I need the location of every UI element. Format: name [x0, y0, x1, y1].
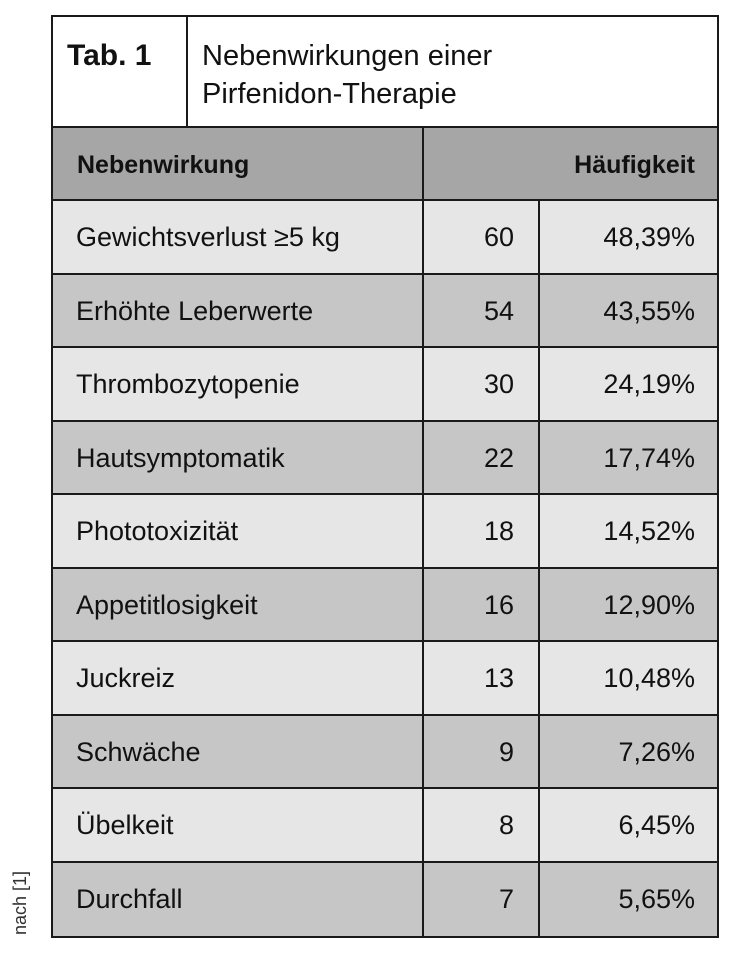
table-title-row: [53, 17, 717, 128]
cell-percent: 24,19%: [603, 369, 695, 399]
cell-side-effect: Appetitlosigkeit: [53, 569, 424, 641]
table-header-row: [53, 128, 717, 201]
cell-count: 16: [424, 569, 540, 641]
table-row: [53, 275, 717, 349]
column-header-side-effect: Nebenwirkung: [53, 128, 424, 199]
cell-percent: 6,45%: [618, 810, 695, 840]
cell-percent: 10,48%: [603, 663, 695, 693]
cell-side-effect: Gewichtsverlust ≥5 kg: [53, 201, 424, 273]
cell-side-effect: Durchfall: [53, 863, 424, 937]
source-note: nach [1]: [10, 870, 30, 935]
table-row: [53, 642, 717, 716]
table-label: Tab. 1: [53, 17, 188, 126]
table-row: [53, 495, 717, 569]
cell-count: 13: [424, 642, 540, 714]
table-title-line-1: Nebenwirkungen einer: [202, 40, 493, 72]
table-row: [53, 569, 717, 643]
cell-count: 18: [424, 495, 540, 567]
table-row: [53, 201, 717, 275]
cell-side-effect: Thrombozytopenie: [53, 348, 424, 420]
cell-count: 9: [424, 716, 540, 788]
column-header-frequency: Häufigkeit: [574, 151, 695, 179]
table-title-line-2: Pirfenidon-Therapie: [202, 78, 457, 110]
cell-percent: 7,26%: [618, 736, 695, 767]
cell-side-effect: Juckreiz: [53, 642, 424, 714]
cell-side-effect: Phototoxizität: [53, 495, 424, 567]
cell-side-effect: Schwäche: [53, 716, 424, 788]
table-row: [53, 716, 717, 790]
table-title: [188, 17, 717, 126]
cell-percent: 12,90%: [603, 589, 695, 620]
table-row: [53, 789, 717, 863]
cell-count: 7: [424, 863, 540, 937]
cell-count: 30: [424, 348, 540, 420]
cell-count: 22: [424, 422, 540, 494]
cell-side-effect: Übelkeit: [53, 789, 424, 861]
cell-count: 8: [424, 789, 540, 861]
cell-percent: 17,74%: [603, 442, 695, 473]
cell-count: 60: [424, 201, 540, 273]
side-effects-table: [51, 15, 719, 938]
table-row: [53, 422, 717, 496]
cell-count: 54: [424, 275, 540, 347]
table-row: [53, 863, 717, 937]
table-row: [53, 348, 717, 422]
cell-side-effect: Hautsymptomatik: [53, 422, 424, 494]
cell-percent: 43,55%: [603, 295, 695, 326]
cell-percent: 14,52%: [603, 516, 695, 546]
cell-percent: 5,65%: [618, 883, 695, 914]
cell-side-effect: Erhöhte Leberwerte: [53, 275, 424, 347]
cell-percent: 48,39%: [603, 222, 695, 252]
